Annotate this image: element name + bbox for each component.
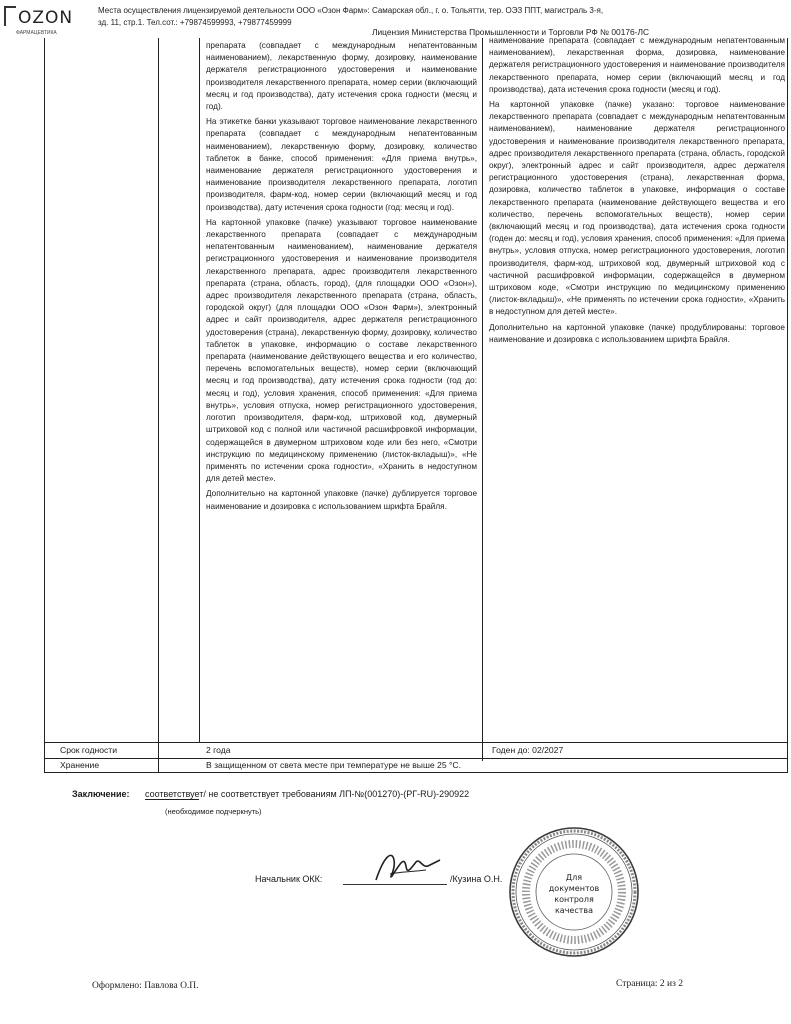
requirements-column bbox=[206, 40, 477, 516]
stamp-line-3: контроля bbox=[554, 895, 594, 904]
stamp-line-4: качества bbox=[554, 906, 594, 915]
requirement-paragraph-2: На этикетке банки указывают торговое наименование лекарственного препарата (совпадает с международным непатентованным наименованием), лекарственную форму, дозировку, количество таблеток в банке, способ применения: «Для приема внутрь», наименование держателя регистрационного удостоверения и наименование производителя лекарственного препарата, логотип производителя, фарм-код, номер серии (включающий месяц и год производства), дату истечения срока годности (год: месяц и год). bbox=[206, 117, 477, 212]
logo-mark-icon bbox=[4, 6, 16, 26]
logo-subtitle: ФАРМАЦЕВТИКА bbox=[16, 30, 57, 36]
company-logo bbox=[4, 2, 88, 42]
license-line: Лицензия Министерства Промышленности и Торговли РФ № 00176-ЛС bbox=[372, 27, 649, 37]
storage-label: Хранение bbox=[60, 760, 100, 770]
page-number: Страница: 2 из 2 bbox=[616, 979, 684, 989]
requirement-paragraph-1: препарата (совпадает с международным непатентованным наименованием), лекарственную форму, дозировку, наименование держателя регистрационного удостоверения и наименование производителя лекарственного препарата, номер серии (включающий месяц и год производства), дату истечения срока годности (месяц и год). bbox=[206, 41, 477, 112]
header-address-line-2: зд. 11, стр.1. Тел.сот.: +79874599993, +79877459999 bbox=[98, 18, 292, 27]
logo-text: OZON bbox=[18, 8, 74, 28]
signature-position: Начальник ОКК: bbox=[255, 874, 323, 884]
conclusion-note: (необходимое подчеркнуть) bbox=[165, 807, 262, 816]
handwritten-signature bbox=[370, 846, 442, 886]
conclusion-underline bbox=[145, 799, 199, 800]
result-paragraph-2: На картонной упаковке (пачке) указано: торговое наименование лекарственного препарата (совпадает с международным непатентованным наименованием), наименование держателя регистрационного удостоверения и наименование производителя лекарственного препарата, адрес производителя лекарственного препарата (страна, область, городской округ), электронный адрес и сайт производителя, адрес держателя регистрационного удостоверения (страна), лекарственная форма, дозировка, количество таблеток в упаковке, информация о составе лекарственного препарата (наименование действующего вещества и его количество, перечень вспомогательных веществ), номер серии (включающий месяц и год производства), дата истечения срока годности (годен до: месяц и год), условия хранения, способ применения: «Для приема внутрь», условия отпуска, номер регистрационного удостоверения, логотип производителя, фарм-код, штриховой код, двумерный штриховой код с частичной расшифровкой информации, содержащейся в двумерном штриховом коде, «Смотри инструкцию по медицинскому применению (листок-вкладыш)», «Не применять по истечении срока годности», «Хранить в недоступном для детей месте». bbox=[489, 100, 785, 317]
result-paragraph-3: Дополнительно на картонной упаковке (пачке) продублированы: торговое наименование и дозировка с использованием шрифта Брайля. bbox=[489, 322, 785, 344]
signature-name: /Кузина О.Н. bbox=[450, 874, 503, 884]
stamp-line-2: документов bbox=[548, 884, 600, 893]
conclusion-label: Заключение: bbox=[72, 789, 130, 799]
prepared-by: Оформлено: Павлова О.П. bbox=[92, 981, 199, 991]
requirement-paragraph-4: Дополнительно на картонной упаковке (пачке) дублируется торговое наименование и дозировка с использованием шрифта Брайля. bbox=[206, 489, 477, 511]
header-address-line-1: Места осуществления лицензируемой деятельности ООО «Озон Фарм»: Самарская обл., г. о. Тольятти, тер. ОЭЗ ППТ, магистраль 3-я, bbox=[98, 6, 604, 15]
result-paragraph-1: наименование препарата (совпадает с международным непатентованным наименованием), лекарственная форма, дозировка, наименование держателя регистрационного удостоверения и наименование производителя лекарственного препарата, номер серии (включающий месяц и год производства), дата истечения срока годности (месяц и год). bbox=[489, 36, 785, 94]
results-column bbox=[489, 35, 785, 349]
shelf-life-result: Годен до: 02/2027 bbox=[492, 745, 564, 755]
stamp-line-1: Для bbox=[565, 873, 583, 882]
shelf-life-label: Срок годности bbox=[60, 745, 118, 755]
storage-requirement: В защищенном от света месте при температуре не выше 25 °С. bbox=[206, 760, 462, 770]
shelf-life-requirement: 2 года bbox=[206, 745, 231, 755]
requirement-paragraph-3: На картонной упаковке (пачке) указывают торговое наименование лекарственного препарата (совпадает с международным непатентованным наименованием), наименование держателя регистрационного удостоверения и наименование производителя лекарственного препарата, адрес производителя лекарственного препарата (страна, область, город), (для площадки ООО «Озон»), адрес производителя лекарственного препарата (страна, область, городской округ) (для площадки ООО «Озон Фарм»), электронный адрес и сайт производителя, адрес держателя регистрационного удостоверения (страна), лекарственную форму, дозировку, количество таблеток в упаковке, информацию о составе лекарственного препарата (наименование действующего вещества и его количество, перечень вспомогательных веществ), номер серии (включающий месяц и год производства), дату истечения срока годности (год до: месяц и год), условия хранения, способ применения: «Для приема внутрь», условия отпуска, номер регистрационного удостоверения, логотип производителя, фарм-код, штриховой код, двумерный штриховой код с полной или частичной расшифровкой информации, содержащейся в двумерном штриховом коде или без него, «Смотри инструкцию по медицинскому применению (листок-вкладыш)», «Не применять по истечении срока годности», «Хранить в недоступном для детей месте». bbox=[206, 217, 477, 484]
quality-control-stamp bbox=[508, 826, 640, 958]
conclusion-text: соответствует/ не соответствует требованиям ЛП-№(001270)-(РГ-RU)-290922 bbox=[145, 789, 470, 799]
